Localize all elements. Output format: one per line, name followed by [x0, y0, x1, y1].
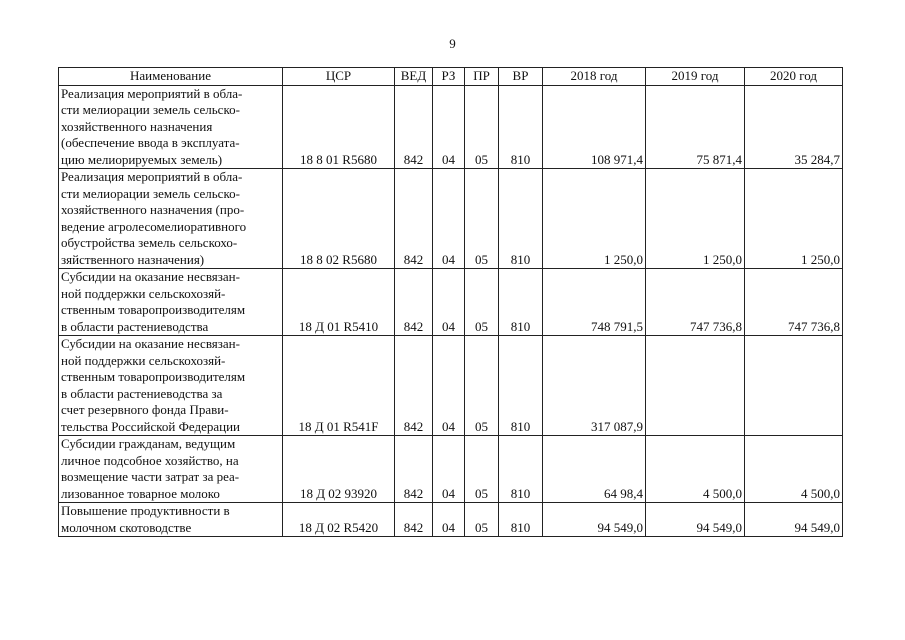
cell-2020: 94 549,0 — [745, 503, 843, 537]
page-number: 9 — [449, 36, 456, 51]
cell-pr: 05 — [465, 436, 499, 503]
cell-name — [59, 503, 283, 537]
name-line: в области растениеводства — [61, 318, 209, 334]
name-line: ственным товаропроизводителям — [61, 302, 246, 317]
name-line: лизованное товарное молоко — [61, 485, 220, 501]
header-ved: ВЕД — [395, 68, 433, 86]
table-row — [59, 269, 843, 336]
cell-ved: 842 — [395, 336, 433, 436]
cell-csr: 18 Д 01 R5410 — [283, 269, 395, 336]
name-line: ной поддержки сельскохозяй- — [61, 285, 226, 301]
name-line: ведение агролесомелиоративного — [61, 218, 247, 234]
cell-name — [59, 269, 283, 336]
name-line: возмещение части затрат за реа- — [61, 469, 240, 484]
header-pr: ПР — [465, 68, 499, 86]
cell-2018: 64 98,4 — [543, 436, 646, 503]
cell-name — [59, 336, 283, 436]
cell-csr: 18 Д 02 93920 — [283, 436, 395, 503]
table-row — [59, 436, 843, 503]
cell-2020 — [745, 336, 843, 436]
name-line: хозяйственного назначения — [61, 118, 213, 134]
name-line: Субсидии гражданам, ведущим — [61, 436, 236, 451]
header-2018: 2018 год — [543, 68, 646, 86]
cell-csr: 18 Д 02 R5420 — [283, 503, 395, 537]
cell-ved: 842 — [395, 85, 433, 169]
cell-2018: 108 971,4 — [543, 85, 646, 169]
cell-pr: 05 — [465, 85, 499, 169]
cell-vr: 810 — [499, 85, 543, 169]
cell-2019: 747 736,8 — [646, 269, 745, 336]
cell-ved: 842 — [395, 269, 433, 336]
cell-2020: 4 500,0 — [745, 436, 843, 503]
cell-2018: 1 250,0 — [543, 169, 646, 269]
cell-vr: 810 — [499, 269, 543, 336]
header-row — [59, 68, 843, 86]
budget-table — [58, 67, 843, 537]
cell-ved: 842 — [395, 436, 433, 503]
cell-pr: 05 — [465, 336, 499, 436]
name-line: зяйственного назначения) — [61, 251, 205, 267]
cell-csr: 18 8 01 R5680 — [283, 85, 395, 169]
table-row — [59, 169, 843, 269]
header-2020: 2020 год — [745, 68, 843, 86]
cell-rz: 04 — [433, 503, 465, 537]
table-row — [59, 85, 843, 169]
cell-pr: 05 — [465, 269, 499, 336]
cell-csr: 18 8 02 R5680 — [283, 169, 395, 269]
header-rz: РЗ — [433, 68, 465, 86]
cell-pr: 05 — [465, 503, 499, 537]
name-line: счет резервного фонда Прави- — [61, 402, 229, 417]
name-line: цию мелиорируемых земель) — [61, 151, 223, 167]
name-line: Субсидии на оказание несвязан- — [61, 336, 240, 351]
cell-csr: 18 Д 01 R541F — [283, 336, 395, 436]
header-2019: 2019 год — [646, 68, 745, 86]
name-line: молочном скотоводстве — [61, 519, 192, 535]
cell-ved: 842 — [395, 169, 433, 269]
cell-name — [59, 169, 283, 269]
name-line: ной поддержки сельскохозяй- — [61, 352, 226, 368]
name-line: тельства Российской Федерации — [61, 418, 241, 434]
table-body — [59, 85, 843, 537]
name-line: хозяйственного назначения (про- — [61, 202, 245, 217]
name-line: (обеспечение ввода в эксплуата- — [61, 135, 240, 150]
cell-2019: 4 500,0 — [646, 436, 745, 503]
cell-vr: 810 — [499, 503, 543, 537]
cell-vr: 810 — [499, 169, 543, 269]
header-csr: ЦСР — [283, 68, 395, 86]
name-line: сти мелиорации земель сельско- — [61, 102, 240, 117]
cell-rz: 04 — [433, 269, 465, 336]
cell-rz: 04 — [433, 336, 465, 436]
cell-2020: 747 736,8 — [745, 269, 843, 336]
cell-2019: 94 549,0 — [646, 503, 745, 537]
name-line: обустройства земель сельскохо- — [61, 235, 238, 250]
name-line: ственным товаропроизводителям — [61, 369, 246, 384]
cell-vr: 810 — [499, 336, 543, 436]
cell-rz: 04 — [433, 85, 465, 169]
name-line: Реализация мероприятий в обла- — [61, 169, 243, 184]
cell-rz: 04 — [433, 436, 465, 503]
name-line: Субсидии на оказание несвязан- — [61, 269, 240, 284]
cell-2019 — [646, 336, 745, 436]
name-line: сти мелиорации земель сельско- — [61, 185, 240, 201]
name-line: личное подсобное хозяйство, на — [61, 452, 239, 468]
header-name: Наименование — [59, 68, 283, 86]
name-line: Повышение продуктивности в — [61, 503, 230, 518]
cell-2020: 35 284,7 — [745, 85, 843, 169]
header-vr: ВР — [499, 68, 543, 86]
cell-name — [59, 436, 283, 503]
name-line: Реализация мероприятий в обла- — [61, 85, 243, 101]
cell-2018: 317 087,9 — [543, 336, 646, 436]
cell-2020: 1 250,0 — [745, 169, 843, 269]
cell-2019: 75 871,4 — [646, 85, 745, 169]
cell-pr: 05 — [465, 169, 499, 269]
cell-2018: 748 791,5 — [543, 269, 646, 336]
table-row — [59, 336, 843, 436]
cell-vr: 810 — [499, 436, 543, 503]
table-row — [59, 503, 843, 537]
name-line: в области растениеводства за — [61, 385, 223, 401]
cell-2019: 1 250,0 — [646, 169, 745, 269]
cell-2018: 94 549,0 — [543, 503, 646, 537]
cell-name — [59, 85, 283, 169]
cell-ved: 842 — [395, 503, 433, 537]
cell-rz: 04 — [433, 169, 465, 269]
